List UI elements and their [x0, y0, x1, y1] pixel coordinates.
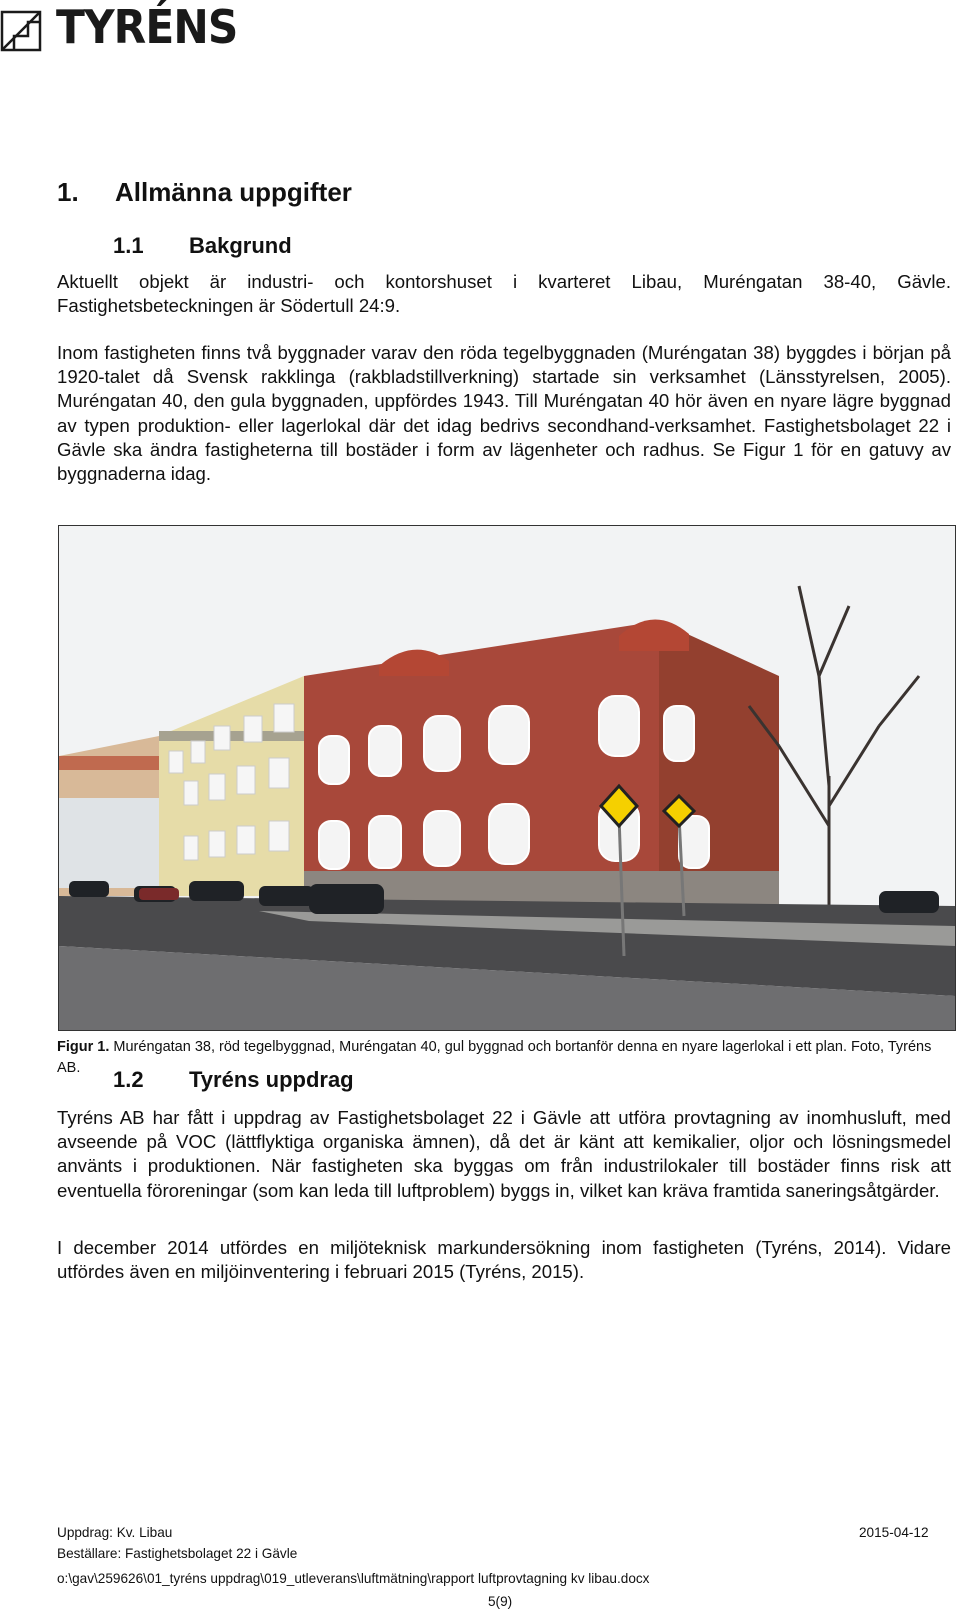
section-title: Allmänna uppgifter — [115, 177, 352, 207]
subsection-title: Bakgrund — [189, 233, 292, 258]
figure-label: Figur 1. — [57, 1039, 110, 1055]
subsection-heading-2 — [113, 1067, 354, 1093]
footer-file-path: o:\gav\259626\01_tyréns uppdrag\019_utleverans\luftmätning\rapport luftprovtagning kv libau.docx — [57, 1571, 650, 1586]
subsection-title: Tyréns uppdrag — [189, 1067, 354, 1092]
footer-client: Beställare: Fastighetsbolaget 22 i Gävle — [57, 1546, 298, 1561]
section-heading — [57, 177, 352, 208]
paragraph-uppdrag-2: I december 2014 utfördes en miljöteknisk markundersökning inom fastigheten (Tyréns, 2014). Vidare utfördes även en miljöinventering i februari 2015 (Tyréns, 2015). — [57, 1237, 951, 1283]
footer-assignment: Uppdrag: Kv. Libau — [57, 1525, 173, 1540]
paragraph-bakgrund-1: Aktuellt objekt är industri- och kontorshuset i kvarteret Libau, Muréngatan 38-40, Gävle. Fastighetsbeteckningen är Södertull 24:9. — [57, 271, 951, 317]
section-number: 1. — [57, 177, 79, 207]
paragraph-uppdrag-1: Tyréns AB har fått i uppdrag av Fastighetsbolaget 22 i Gävle att utföra provtagning av inomhusluft, med avseende på VOC (lättflyktiga organiska ämnen), då det är känt att kemikalier, oljor och lösningsmedel använts i produktionen. När fastigheten ska byggas om från industrilokaler till bostäder finns risk att eventuella föroreningar (som kan leda till luftproblem) byggs in, vilket kan kräva framtida saneringsåtgärder. — [57, 1107, 951, 1201]
street-photo-illustration — [59, 526, 955, 1030]
footer-page-number: 5(9) — [488, 1594, 513, 1609]
figure-caption-text: Muréngatan 38, röd tegelbyggnad, Muréngatan 40, gul byggnad och bortanför denna en nyare lagerlokal i ett plan. Foto, Tyréns AB. — [57, 1039, 932, 1076]
subsection-number: 1.1 — [113, 233, 144, 258]
footer-date: 2015-04-12 — [859, 1525, 929, 1540]
tyrens-logo-icon — [0, 6, 48, 54]
logo-wordmark: TYRÉNS — [56, 0, 238, 54]
figure-photo — [58, 525, 956, 1031]
company-logo — [0, 0, 260, 56]
subsection-number: 1.2 — [113, 1067, 144, 1092]
paragraph-bakgrund-2: Inom fastigheten finns två byggnader varav den röda tegelbyggnaden (Muréngatan 38) byggdes i början på 1920-talet då Svensk rakklinga (rakbladstillverkning) startade sin verksamhet (Länsstyrelsen, 2005). Muréngatan 40, den gula byggnaden, uppfördes 1943. Till Muréngatan 40 hör även en nyare lägre byggnad av typen produktion- eller lagerlokal där det idag bedrivs secondhand-verksamhet. Fastighetsbolaget 22 i Gävle ska ändra fastigheterna till bostäder i form av lägenheter och radhus. Se Figur 1 för en gatuvy av byggnaderna idag. — [57, 342, 951, 485]
subsection-heading-1 — [113, 233, 292, 259]
